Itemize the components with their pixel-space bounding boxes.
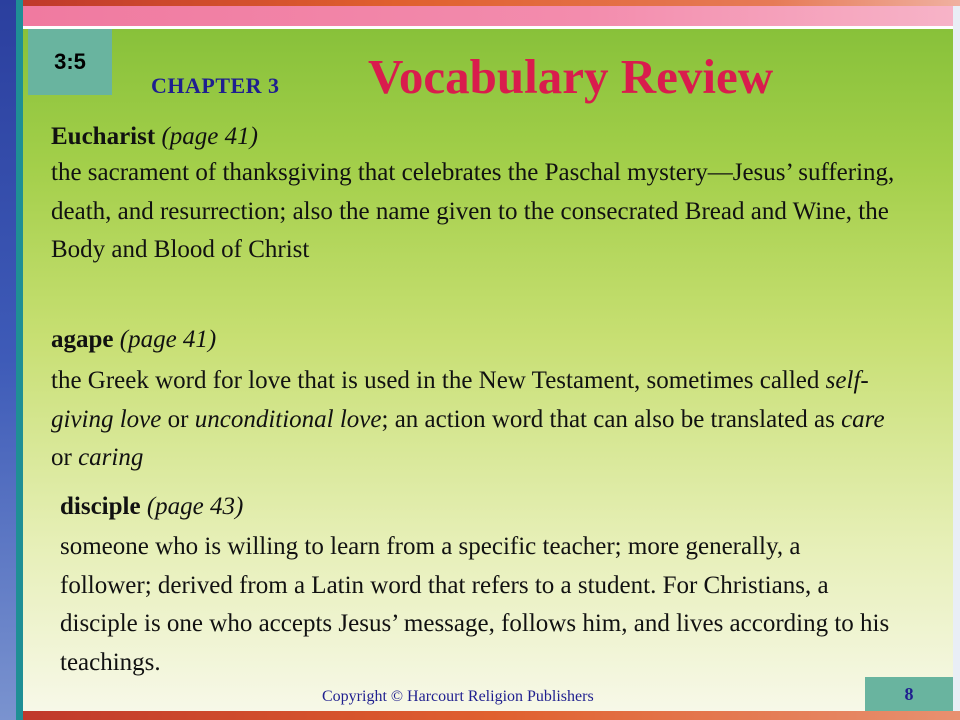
definition-text: the Greek word for love that is used in the New Testament, sometimes called xyxy=(51,367,826,394)
term-page: (page 41) xyxy=(161,123,258,150)
page-number: 8 xyxy=(865,677,953,711)
definition-text: ; an action word that can also be translated as xyxy=(381,405,842,433)
term-disciple xyxy=(60,492,243,521)
definition-italic: unconditional love xyxy=(194,405,382,433)
section-badge: 3:5 xyxy=(28,29,112,95)
right-edge xyxy=(953,6,960,720)
page-title: Vocabulary Review xyxy=(368,49,774,104)
top-pink-strip xyxy=(23,6,960,26)
bottom-bar xyxy=(23,711,960,720)
left-teal-stripe xyxy=(16,0,23,720)
definition-agape xyxy=(51,362,911,478)
chapter-label: CHAPTER 3 xyxy=(151,73,280,98)
definition-text: or xyxy=(51,444,79,471)
copyright-footer: Copyright © Harcourt Religion Publishers xyxy=(322,688,594,705)
term-word: Eucharist xyxy=(51,123,156,150)
definition-italic: care xyxy=(841,405,885,433)
definition-text: or xyxy=(161,405,195,433)
left-blue-stripe xyxy=(0,0,16,720)
definition-disciple: someone who is willing to learn from a specific teacher; more generally, a follower; derived from a Latin word that refers to a student. For Christians, a disciple is one who accepts Jesus’ message, follows him, and lives according to his teachings. xyxy=(60,533,890,676)
term-eucharist xyxy=(51,122,258,151)
term-agape xyxy=(51,325,216,354)
term-word: disciple xyxy=(60,493,141,520)
definition-eucharist: the sacrament of thanksgiving that celebrates the Paschal mystery—Jesus’ suffering, death, and resurrection; also the name given to the consecrated Bread and Wine, the Body and Blood of Christ xyxy=(51,159,895,263)
definition-italic: self-giving love xyxy=(51,367,869,433)
term-word: agape xyxy=(51,326,114,353)
definition-italic: caring xyxy=(78,444,144,471)
term-page: (page 43) xyxy=(146,493,244,520)
term-page: (page 41) xyxy=(119,326,217,353)
